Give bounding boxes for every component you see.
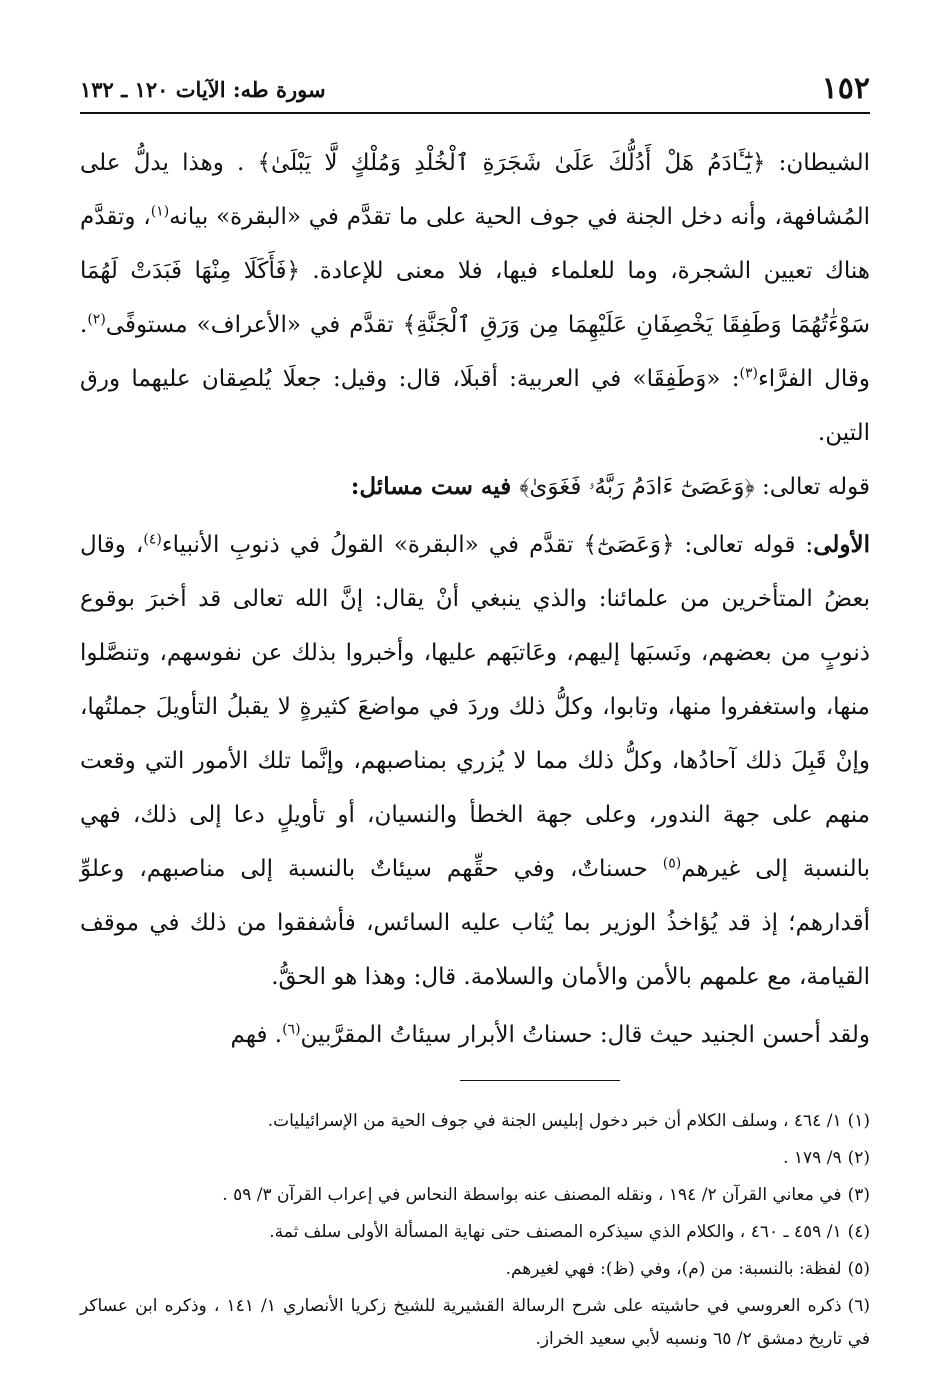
- section-heading: [80, 460, 870, 514]
- footnote-ref: (٣): [739, 365, 758, 382]
- text-run: . وهذا يدلُّ على المُشافهة، وأنه دخل الجنة في جوف الحية على ما تقدَّم في «البقرة» بيانه: [80, 150, 870, 230]
- footnote-ref: (٤): [143, 531, 162, 548]
- footnote-text: في معاني القرآن ٢/ ١٩٤ ، ونقله المصنف عنه بواسطة النحاس في إعراب القرآن ٣/ ٥٩ .: [222, 1185, 842, 1205]
- text-run: : «وَطَفِقَا» في العربية: أقبلَا، قال: وقيل: جعلَا يُلصِقان عليهما ورق التين.: [80, 366, 870, 446]
- text-run: ، وتقدَّم هناك تعيين الشجرة، وما للعلماء فيها، فلا معنى للإعادة.: [80, 204, 871, 284]
- quran-verse: ﴿وَعَصَىٰٓ ءَادَمُ رَبَّهُۥ فَغَوَىٰ﴾: [519, 474, 755, 500]
- text-run: : قوله تعالى:: [674, 532, 814, 558]
- quran-verse: ﴿يَٰٓـَٔادَمُ هَلْ أَدُلُّكَ عَلَىٰ شَجَرَةِ ٱلْخُلْدِ وَمُلْكٍ لَّا يَبْلَىٰ﴾: [257, 150, 766, 176]
- footnotes: [80, 1105, 870, 1356]
- paragraph-4: [80, 1008, 870, 1062]
- footnote-number: (٦): [847, 1296, 871, 1316]
- text-run: . فهم: [230, 1022, 283, 1048]
- footnote-ref: (٢): [87, 311, 106, 328]
- footnote-number: (٥): [847, 1259, 870, 1279]
- footnote-5: [80, 1253, 870, 1286]
- text-run: ولقد أحسن الجنيد حيث قال: حسناتُ الأبرار سيئاتُ المقرَّبين: [300, 1022, 870, 1048]
- paragraph-1: [80, 136, 870, 460]
- footnote-ref: (٦): [282, 1021, 301, 1038]
- page-number: ١٥٢: [821, 71, 870, 106]
- text-run: حسناتٌ، وفي حقِّهم سيئاتٌ بالنسبة إلى مناصبهم، وعلوِّ أقدارهم؛ إذ قد يُؤاخذُ الوزير بما يُثاب عليه السائس، فأشفقوا من ذلك في موقف القيامة، مع علمهم بالأمن والأمان والسلامة. قال: وهذا هو الحقُّ.: [80, 856, 870, 990]
- text-run: . وقال الفرَّاء: [80, 312, 871, 392]
- running-title: سورة طه: الآيات ١٢٠ ـ ١٣٢: [80, 77, 326, 102]
- main-text: [80, 136, 870, 1062]
- footnote-text: ٩/ ١٧٩ .: [783, 1148, 842, 1168]
- footnote-text: ذكره العروسي في حاشيته على شرح الرسالة القشيرية للشيخ زكريا الأنصاري ١/ ١٤١ ، وذكره ابن عساكر في تاريخ دمشق ٢/ ٦٥ ونسبه لأبي سعيد الخراز.: [80, 1296, 870, 1349]
- quran-verse: ﴿فَأَكَلَا مِنْهَا فَبَدَتْ لَهُمَا سَوْءَٰتُهُمَا وَطَفِقَا يَخْصِفَانِ عَلَيْهِمَا مِن وَرَقِ ٱلْجَنَّةِ﴾: [80, 258, 870, 338]
- text-run: ، وقال بعضُ المتأخرين من علمائنا: والذي ينبغي أنْ يقال: إنَّ الله تعالى قد أخبرَ بوقوع ذنوبٍ من بعضهم، ونَسبَها إليهم، وعَاتبَهم عليها، وأخبروا بذلك عن نفوسهم، وتنصَّلوا منها، واستغفروا منها، وتابوا، وكلُّ ذلك وردَ في مواضعَ كثيرةٍ لا يقبلُ التأويلَ جملتُها، وإنْ قَبِلَ ذلك آحادُها، وكلُّ ذلك مما لا يُزري بمناصبهم، وإنَّما تلك الأمور التي وقعت منهم على جهة الندور، وعلى جهة الخطأ والنسيان، أو تأويلٍ دعا إلى ذلك، فهي بالنسبة إلى غيرهم: [80, 532, 870, 882]
- text-run: تقدَّم في «الأعراف» مستوفًى: [105, 312, 403, 338]
- footnote-text: ١/ ٤٥٩ ـ ٤٦٠ ، والكلام الذي سيذكره المصنف حتى نهاية المسألة الأولى سلف ثمة.: [269, 1222, 842, 1242]
- text-run: الشيطان:: [765, 150, 871, 176]
- issue-label: الأولى: [813, 531, 870, 558]
- footnote-ref: (٥): [662, 855, 682, 872]
- quran-verse: ﴿وَعَصَىٰٓ﴾: [583, 532, 675, 558]
- footnote-ref: (١): [150, 203, 170, 220]
- footnote-number: (١): [847, 1111, 870, 1131]
- footnote-rule: [460, 1080, 620, 1081]
- footnote-number: (٣): [847, 1185, 870, 1205]
- text-run: قوله تعالى:: [754, 474, 870, 500]
- footnote-6: [80, 1290, 870, 1356]
- footnote-2: [80, 1142, 870, 1175]
- paragraph-issue-1: [80, 518, 870, 1004]
- text-run: تقدَّم في «البقرة» القولُ في ذنوبِ الأنبياء: [161, 532, 584, 558]
- heading-text: فيه ست مسائل:: [350, 473, 520, 500]
- page-header: [80, 62, 870, 104]
- footnote-text: ١/ ٤٦٤ ، وسلف الكلام أن خبر دخول إبليس الجنة في جوف الحية من الإسرائيليات.: [267, 1111, 842, 1131]
- footnote-1: [80, 1105, 870, 1138]
- footnote-number: (٢): [847, 1148, 870, 1168]
- footnote-text: لفظة: بالنسبة: من (م)، وفي (ظ): فهي لغيرهم.: [505, 1259, 842, 1279]
- footnote-4: [80, 1216, 870, 1249]
- footnote-number: (٤): [847, 1222, 870, 1242]
- footnote-3: [80, 1179, 870, 1212]
- header-rule: [80, 112, 870, 114]
